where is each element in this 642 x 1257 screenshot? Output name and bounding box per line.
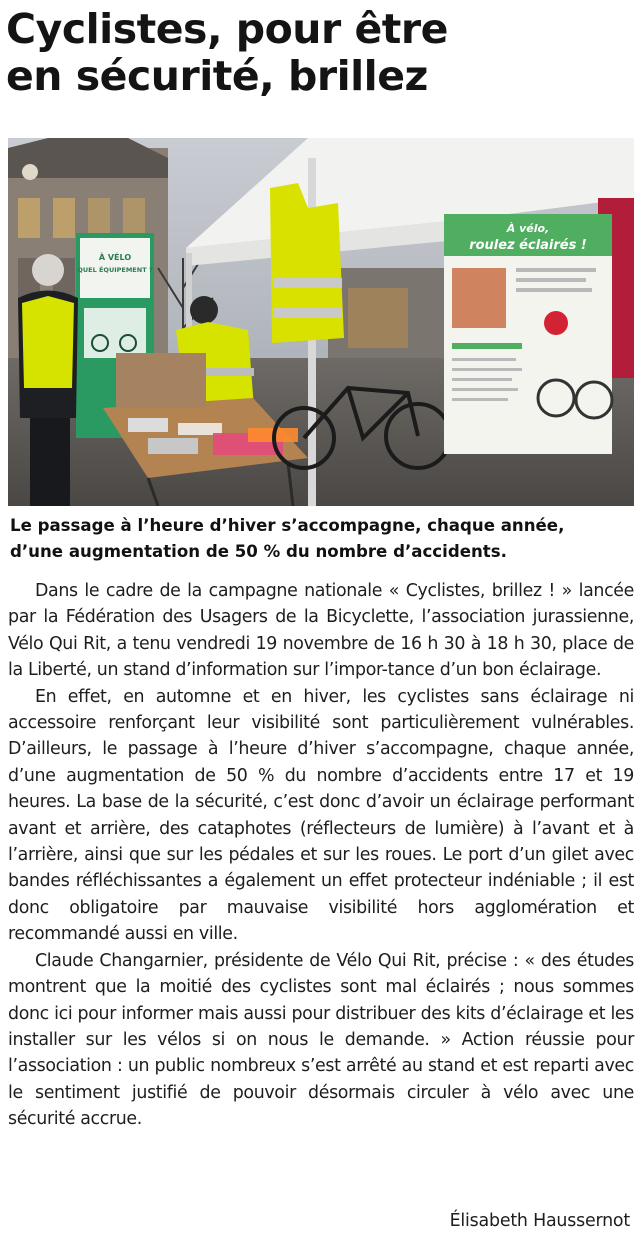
article-photo (8, 138, 634, 506)
hi-vis-vest (270, 183, 344, 343)
poster-right-line-2: roulez éclairés ! (469, 238, 587, 253)
poster-left-line-1: À VÉLO (98, 253, 132, 262)
headline-line-2: en sécurité, brillez (6, 52, 428, 100)
poster-right-line-1: À vélo, (506, 222, 550, 235)
photo-caption (10, 513, 630, 565)
article-body (8, 578, 634, 1133)
caption-line-2: d’une augmentation de 50 % du nombre d’accidents. (10, 542, 507, 561)
author-byline: Élisabeth Haussernot (449, 1211, 630, 1231)
poster-right (444, 214, 612, 454)
paragraph: Claude Changarnier, présidente de Vélo Qui Rit, précise : « des études montrent que la moitié des cyclistes sont mal éclairés ; nous sommes donc ici pour informer mais aussi pour distribuer des kits d’éclairage et les installer sur les vélos si on nous le demande. » Action réussie pour l’association : un public nombreux s’est arrêté au stand et est reparti avec le sentiment justifié de pouvoir désormais circuler à vélo avec une sécurité accrue. (8, 950, 634, 1130)
paragraph: Dans le cadre de la campagne nationale « Cyclistes, brillez ! » lancée par la Fédération des Usagers de la Bicyclette, l’association jurassienne, Vélo Qui Rit, a tenu vendredi 19 novembre de 16 h 30 à 18 h 30, place de la Liberté, un stand d’information sur l’impor-tance d’un bon éclairage. (8, 581, 634, 681)
paragraph: En effet, en automne et en hiver, les cyclistes sans éclairage ni accessoire renforçant leur visibilité sont particulièrement vulnérables. D’ailleurs, le passage à l’heure d’hiver s’accompagne, chaque année, d’une augmentation de 50 % du nombre d’accidents entre 17 et 19 heures. La base de la sécurité, c’est donc d’avoir un éclairage performant avant et arrière, des cataphotes (réflecteurs de lumière) à l’avant et à l’arrière, ainsi que sur les pédales et sur les roues. Le port d’un gilet avec bandes réfléchissantes a également un effet protecteur indéniable ; il est donc obligatoire par mauvaise visibilité hors agglomération et recommandé aussi en ville. (8, 686, 634, 945)
headline-line-1: Cyclistes, pour être (6, 5, 448, 53)
article-headline (6, 6, 636, 100)
poster-left-line-2: QUEL ÉQUIPEMENT ? (77, 266, 153, 274)
caption-line-1: Le passage à l’heure d’hiver s’accompagne, chaque année, (10, 516, 565, 535)
